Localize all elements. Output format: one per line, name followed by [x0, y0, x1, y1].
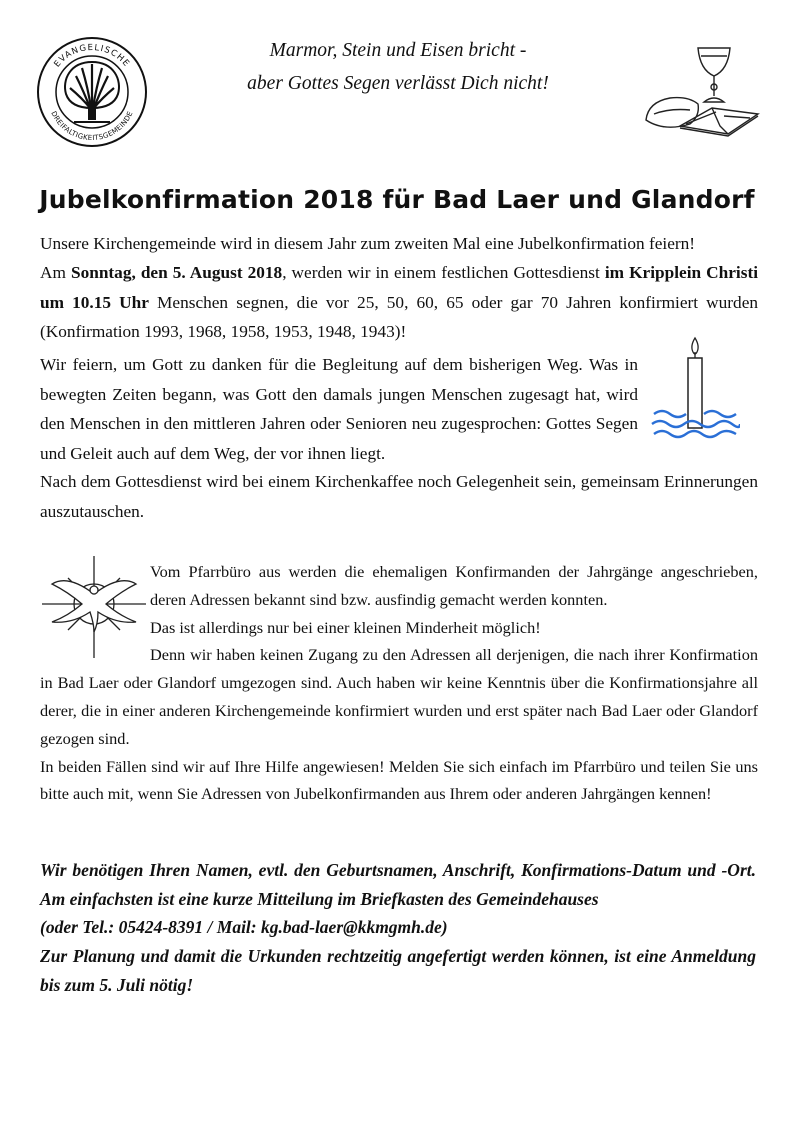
registration-request — [40, 856, 756, 1000]
date-am: Am — [40, 263, 71, 282]
motto — [210, 34, 586, 100]
intro-paragraph: Unsere Kirchengemeinde wird in diesem Jahr zum zweiten Mal eine Jubelkonfirmation feiern! — [40, 234, 696, 253]
candle-water-icon — [650, 334, 740, 444]
office-paragraphs — [40, 558, 758, 808]
service-place-time: im Kripplein Christi um 10.15 Uhr — [40, 263, 758, 312]
office-paragraph-3: Denn wir haben keinen Zugang zu den Adressen all derjenigen, die nach ihrer Konfirmation in Bad Laer oder Glandorf umgezogen sind. Auch haben wir keine Kenntnis über die Konfirmationsjahre all derer, die in einer anderen Kirchengemeinde konfirmiert wurden und erst später nach Bad Laer oder Glandorf gezogen sind. — [40, 645, 758, 748]
date-mid: , werden wir in einem festlichen Gottesdienst — [282, 263, 605, 282]
contact-line[interactable]: (oder Tel.: 05424-8391 / Mail: kg.bad-laer@kkmgmh.de) — [40, 917, 448, 938]
date-rest: Menschen segnen, die vor 25, 50, 60, 65 oder gar 70 Jahren konfirmiert wurden (Konfirmation 1993, 1968, 1958, 1953, 1948, 1943)! — [40, 292, 759, 341]
office-paragraph-2: Das ist allerdings nur bei einer kleinen Minderheit möglich! — [150, 617, 541, 637]
office-paragraph-4: In beiden Fällen sind wir auf Ihre Hilfe angewiesen! Melden Sie sich einfach im Pfarrbüro und teilen Sie uns bitte auch mit, wenn Sie Adressen von Jubelkonfirmanden aus Ihrem oder anderen Jahrgängen kennen! — [40, 756, 758, 804]
page-title: Jubelkonfirmation 2018 für Bad Laer und Glandorf — [39, 185, 755, 214]
deadline-paragraph: Zur Planung und damit die Urkunden rechtzeitig angefertigt werden können, ist eine Anmeldung bis zum 5. Juli nötig! — [40, 946, 756, 995]
church-logo-seal — [36, 36, 148, 148]
thanksgiving-paragraph: Wir feiern, um Gott zu danken für die Begleitung auf dem bisherigen Weg. Was in bewegten Zeiten begann, was Gott den damals jungen Menschen zugesagt hat, wird den Menschen in den mittleren Jahren oder Senioren neu zugesprochen: Gottes Segen und Geleit auch auf dem Weg, der vor ihnen liegt. — [40, 355, 638, 463]
water-waves — [652, 411, 740, 437]
svg-text:DREIFALTIGKEITSGEMEINDE: DREIFALTIGKEITSGEMEINDE — [49, 110, 135, 143]
svg-text:EVANGELISCHE: EVANGELISCHE — [52, 42, 132, 70]
coffee-paragraph: Nach dem Gottesdienst wird bei einem Kirchenkaffee noch Gelegenheit sein, gemeinsam Erinnerungen auszutauschen. — [40, 472, 758, 521]
office-paragraph-1: Vom Pfarrbüro aus werden die ehemaligen Konfirmanden der Jahrgänge angeschrieben, deren Adressen bekannt sind bzw. ausfindig gemacht werden konnten. — [150, 562, 758, 609]
service-date: Sonntag, den 5. August 2018 — [70, 263, 283, 282]
tree-icon — [65, 62, 119, 122]
chalice-bread-bible-icon — [640, 44, 762, 138]
motto-line-2: aber Gottes Segen verlässt Dich nicht! — [247, 73, 549, 94]
motto-line-1: Marmor, Stein und Eisen bricht - — [269, 40, 527, 61]
request-paragraph: Wir benötigen Ihren Namen, evtl. den Geburtsnamen, Anschrift, Konfirmations-Datum und -Ort. Am einfachsten ist eine kurze Mitteilung im Briefkasten des Gemeindehauses — [40, 860, 756, 909]
